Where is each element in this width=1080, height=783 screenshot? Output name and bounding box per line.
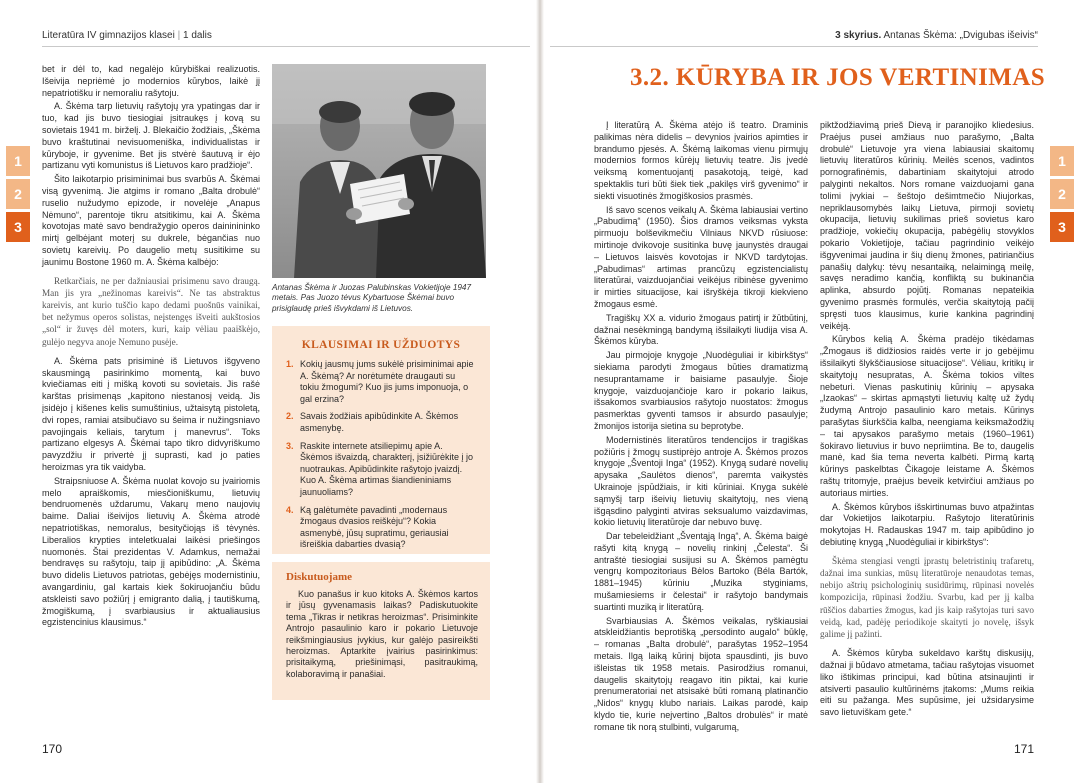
- left-chapter-tabs: [6, 146, 30, 245]
- historic-photo: [272, 64, 486, 278]
- paragraph: bet ir dėl to, kad negalėjo kūrybiškai realizuotis. Išeivija nepriėmė jo modernios kūrybos, laikė jį nepatriotišku ir nemoraliu rašytoju.: [42, 64, 260, 98]
- right-page-number: 171: [1014, 742, 1035, 756]
- photo-caption: Antanas Škėma ir Juozas Palubinskas Vokietijoje 1947 metais. Pas Juozo tėvus Kybartuose Škėmai buvo prisiglaudę prieš išvykdami iš Lietuvos.: [272, 283, 472, 313]
- header-rule: [550, 46, 1038, 47]
- paragraph: Šito laikotarpio prisiminimai bus svarbūs A. Škėmai visą gyvenimą. Jie atgims ir romano „Balta drobulė“ ruselio nužudymo epizode, ir novelėje „Anapus Nėmuno“, parentoje tikru atsitikimu, kai A. Škėma kovotojas matė savo bendražygio operos daininininko mirtį gelbėjant moterį su dukrele, bėgančias nuo sovietų kareivių. Po daugelio metų susitikime su jaunimu Bostone 1960 m. A. Škėma kalbėjo:: [42, 174, 260, 267]
- chapter-tab-3[interactable]: 3: [1050, 212, 1074, 242]
- chapter-tab-3[interactable]: 3: [6, 212, 30, 242]
- paragraph: Tragiškų XX a. vidurio žmogaus patirtį ir žūtbūtinį, dažnai nesėkmingą bandymą išsilaikyti liudija visa A. Škėmos kūryba.: [594, 312, 808, 347]
- header-rule: [42, 46, 530, 47]
- questions-list: [272, 359, 490, 551]
- question-item: 2. Savais žodžiais apibūdinkite A. Škėmos asmenybę.: [286, 411, 459, 433]
- photo-illustration: [272, 64, 486, 278]
- right-text-column-2: [820, 120, 1034, 721]
- section-title: 3.2. KŪRYBA IR JOS VERTINIMAS: [630, 64, 1046, 91]
- left-running-header: Literatūra IV gimnazijos klasei | 1 dalis: [42, 30, 212, 41]
- right-chapter-tabs: [1050, 146, 1074, 245]
- paragraph: A. Škėmos kūrybos išskirtinumas buvo atpažintas dar Vokietijos laikotarpiu. Rašytojo literatūrinis mokytojas H. Radauskas 1947 m. taip apibūdino jo debiutinę knygą „Nuodėguliai ir kibirkštys“:: [820, 501, 1034, 547]
- paragraph: Straipsniuose A. Škėma nuolat kovojo su įvairiomis melo apraiškomis, miesčioniškumu, lietuvių bendruomenės uždarumu, Vakarų meno naujovių baime. Daliai išeivijos lietuvių A. Škėma atrodė nepatriotiškas, nemoralus, besityčiojąs iš tėvynės. Liberalios krypties inteletkualai laikėsi priešingos nuomonės. Štai prezidentas V. Adamkus, nemažai bendravęs su rašytoju, taip jį apibūdino: „A. Škėma buvo didelis Lietuvos patriotas, gebėjęs modernistiniu, avangardiniu, gal kartais kiek šokiruojančiu būdu atskleisti savo požiūrį į emigranto dalią, į tautiškumą, žmogiškumą, į svarbiausius ir aktualiausius egzistencinius klausimus.“: [42, 475, 260, 628]
- question-item: 1. Kokių jausmų jums sukėlė prisiminimai apie A. Škėmą? Ar norėtumėte draugauti su tokiu žmogumi? Kuo jis jums imponuoja, o gal erzina?: [286, 359, 474, 404]
- paragraph: Svarbiausias A. Škėmos veikalas, ryškiausiai atskleidžiantis beprotišką „persodinto augalo“ būklę, – romanas „Balta drobulė“, parašytas 1952–1954 metais. Ilgą laiką kūrinį bijota spausdinti, jis buvo išleistas tik 1958 metais. Pasirodžius romanui, daugelis skaitytojų reagavo itin piktai, kai kurie prenumeratoriai net atsisakė būti romaną platinančio „Nidos“ knygų klubo nariais. Laikas parodė, kaip klydo tie, kurie nejvertino „Baltos drobulės“ ir matė romane tik norą stulbinti, vulgarumą,: [594, 615, 808, 732]
- chapter-tab-1[interactable]: 1: [6, 146, 30, 176]
- chapter-tab-2[interactable]: 2: [6, 179, 30, 209]
- discussion-title: Diskutuojame: [286, 571, 353, 583]
- book-gutter: [536, 0, 544, 783]
- left-text-column: [42, 64, 260, 631]
- paragraph: piktžodžiavimą prieš Dievą ir paranojiko kliedesius. Praėjus pusei amžiaus nuo parašymo, „Balta drobulė“ Lietuvoje yra viena labiausiai skaitomų lietuvių literatūros kūrinių. Meilės scenos, vadintos pornografinėmis, dabartiniam skaitytojui atrodo palyginti nekaltos. Nors romane vaizduojami gana tolimi įvykiai – šeštojo dešimtmečio Niujorkas, nepriklausomybės laikų Lietuva, pirmoji sovietų okupacija, lietuvių sukilimas prieš sovietus karo pradžioje, vokiečių okupacija, pabėgėlių stovyklos pokario Vokietijoje, tačiau pagrindinio veikėjo išgyvenimai jaudina ir šių dienų žmones, patiriančius panašių dalykų: tėvų nesantaiką, nelaimingą meilę, savęs neradimo kančią, konfliktą su bukinančia aplinka, absurdo pojūtį. Romanas nepateikia gyvenimo prasmės formulės, verčia skaitytoją pačiį spręsti tuos klausimus, kurie kankina pagrindinį veikėją.: [820, 120, 1034, 331]
- paragraph: Į literatūrą A. Škėma atėjo iš teatro. Draminis palikimas nėra didelis – devynios įvairios apimties ir brandumo pjesės. A. Škėmą laikomas vienu pirmųjų modernios formos kūrėjų lietuvių teatre. Jis įvedė veiksmą komentuojantį pasakotoją, teigė, kad spektaklis turi būti šiek tiek „pakilęs virš gyvenimo“ ir siekti visuotinės žmogiškosios prasmės.: [594, 120, 808, 201]
- paragraph: A. Škėma tarp lietuvių rašytojų yra ypatingas dar ir tuo, kad jis buvo tiesiogiai įsitraukęs į kovą su sovietais 1941 m. birželį. J. Blekaičio žodžiais, „Škėma buvo kraštutinai nevisuomeniška, individualistas ir kūryboje, ir gyvenime. Bet jis stvėrė šautuvą ir ėjo partizanu vyti komunistus iš Lietuvos karo pradžioje“.: [42, 101, 260, 171]
- right-text-column-1: [594, 120, 808, 736]
- quote-paragraph: Retkarčiais, ne per dažniausiai prisimenu savo draugą. Man jis yra „nežinomas kareivis“. Ne tas abstraktus kareivis, ant kurio tuščio kapo dedami puošnūs vainikai, bet nežymus operos solistas, neįstengęs išveiti aukštosios „sol“ ir žuvęs dėl moters, kuri, kaip vėliau paaiškėjo, gulėjo negyva anoje Nemuno pusėje.: [42, 275, 260, 347]
- chapter-tab-2[interactable]: 2: [1050, 179, 1074, 209]
- paragraph: A. Škėma pats prisiminė iš Lietuvos išgyveno skausmingą pasirinkimo momentą, kai buvo kviečiamas eiti į mišką kovoti su sovietais. Jis rašė karštas prisimenąs „kapitono niestanosį veidą. Jis įsidėjo į kišenes kelis sumuštinius, užtaisytą pistoletą, dvi ropes, ramiai atsibučiavo su šeima ir nužingsniavo pavojingais keliais, tarytum į manevrus“. Toks partizano elgesys A. Škėmai tapo tikro didvyriškumo pavyzdžiu ir privertė jį suprasti, kad jo paties heroizmas yra tik vaidyba.: [42, 355, 260, 472]
- left-page-number: 170: [42, 742, 63, 756]
- questions-title: KLAUSIMAI IR UŽDUOTYS: [301, 339, 461, 351]
- paragraph: Modernistinės literatūros tendencijos ir tragiškas požiūris į žmogų sustiprėjo antroje A. Škėmos prozos knygoje „Šventoji Inga“ (1952). Knygą sudarė novelių apysaka „Saulėtos dienos“, paremta vaikystės Ukrainoje įspūdžiais, ir kiti kūriniai. Knyga sukėlė sąmyšį tarp išeivių lietuvių skaitytojų, nes vieną išgąsdino palyginti atviras seksualumo vaizdavimas, kokio lietuvių literatūroje dar nebuvo buvę.: [594, 434, 808, 528]
- discussion-text: Kuo panašus ir kuo kitoks A. Škėmos kartos ir jūsų gyvenamasis laikas? Padiskutuokite tema „Tikras ir netikras heroizmas“. Prisiminkite Antrojo pasaulinio karo ir pokario Lietuvoje reikšmingiausius įvykius, kur galėjo pasireikšti heroizmas. Aptarkite įvairius pasirinkimus: prisitaikymą, priešinimąsi, pasitraukimą, kolaboravimą ir panašiai.: [286, 589, 478, 679]
- question-item: 4. Ką galėtumėte pavadinti „modernaus žmogaus dvasios reiškėju“? Kokia asmenybė, jūsų supratimu, geriausiai išreiškia dabarties dvasią?: [286, 504, 449, 550]
- paragraph: A. Škėmos kūryba sukeldavo karštų diskusijų, dažnai ji būdavo atmetama, tačiau rašytojas visuomet liko ištikimas principui, kad būtina atsinaujinti ir atsiverti pasaulio kultūrinėms įtakoms: „Mums reikia eiti su pažanga. Mes supūsime, jei užsidarysime savo lietuviškam gete.“: [820, 648, 1034, 718]
- discussion-box: [272, 562, 490, 700]
- paragraph: Dar tebeleidžiant „Šventąją Ingą“, A. Škėma baigė rašyti kitą knygą – novelių rinkinį „Čelesta“. Ši antraštė tiesiogiai susijusi su A. Škėmos pamėgtu vengrų kompozitoriaus Bėlos Bartoko (Béla Bartók, 1881–1945) kūriniu „Muzika styginiams, mušamiesiems ir čelestai“ ir rašytojo bandymais suartinti muziką ir literatūrą.: [594, 531, 808, 612]
- questions-box: [272, 326, 490, 554]
- quote-paragraph: Škėma stengiasi vengti įprastų beletristinių trafaretų, dažnai ima sunkias, mūsų literatūroje nenaudotas temas, nebijo aštrių psichologinių susidūrimų, rūpinasi novelės kompozicija, rūpinasi žodžiu. Svarbu, kad per jį kalba rūščios dabarties žmogus, kad jis kaip rašytojas turi savo veidą, kad, padėję periodikoje skaityti jo novelę, išsyk galime jį pažinti.: [820, 555, 1034, 639]
- question-item: 3. Raskite internete atsiliepimų apie A. Škėmos išvaizdą, charakterį, įsižiūrėkite į jo nuotraukas. Apibūdinkite rašytojo įvaizdį. Kuo A. Škėma artimas šiandieniniams jaunuoliams?: [286, 440, 474, 497]
- chapter-tab-1[interactable]: 1: [1050, 146, 1074, 176]
- right-running-header: 3 skyrius. Antanas Škėma: „Dvigubas išeivis“: [835, 30, 1038, 41]
- paragraph: Iš savo scenos veikalų A. Škėma labiausiai vertino „Pabudimą“ (1950). Šios dramos veiksmas vyksta pirmuoju bolševikmečiu Vilniaus NKVD rūsiuose: mirtinoje dvikovoje susitinka buvę jaunystės draugai – Lietuvos laisvės kovotojas ir NKVD tardytojas. „Pabudimas“ artimas prancūzų egzistencialistų literatūrai, vaizduojančiai veikėjus ribinėse gyvenimo ir mirties situacijose, kai išryškėja tikroji kiekvieno žmogaus esmė.: [594, 204, 808, 309]
- paragraph: Kūrybos kelią A. Škėma pradėjo tikėdamas „Žmogaus iš didžiosios raidės verte ir jo gebėjimu išsilaikyti šlykščiausiose situacijose“. Vėliau, kritikų ir skaitytojų nesupratas, A. Škėma tokios viltes nebeturi. Vienas paskutinių kūrinių – apysaka „Izaokas“ – skirtas apmąstyti lietuvių kaltę už žydų žudymą Antrojo pasaulinio karo metais. Kūrinys parašytas šiurkščia kalba, neengiama keiksmažodžių – tai apysakos parašymo metais (1960–1961) šokiravo lietuvius ir buvo nepriimtina. Be to, daugelis manė, kad šia tema neverta kalbėti. Pirmą kartą kūrinys paskelbtas Čikagoje leistame A. Škėmos raštų tritomyje, praėjus beveik ketvirčiui amžiaus po autoriaus mirties.: [820, 334, 1034, 498]
- paragraph: Jau pirmojoje knygoje „Nuodėguliai ir kibirkštys“ siekiama parodyti žmogaus būties dramatizmą nesuprantamame ir baisiame pasaulyje. Šioje knygoje, vaizduojančioje karo ir pokario laikus, išsakomos svarbiausios rašytojo nuostatos: žmogus pasmerktas gyventi tamsos ir absurdo pasaulyje; žmonijos istorija sietina su beprotybe.: [594, 350, 808, 431]
